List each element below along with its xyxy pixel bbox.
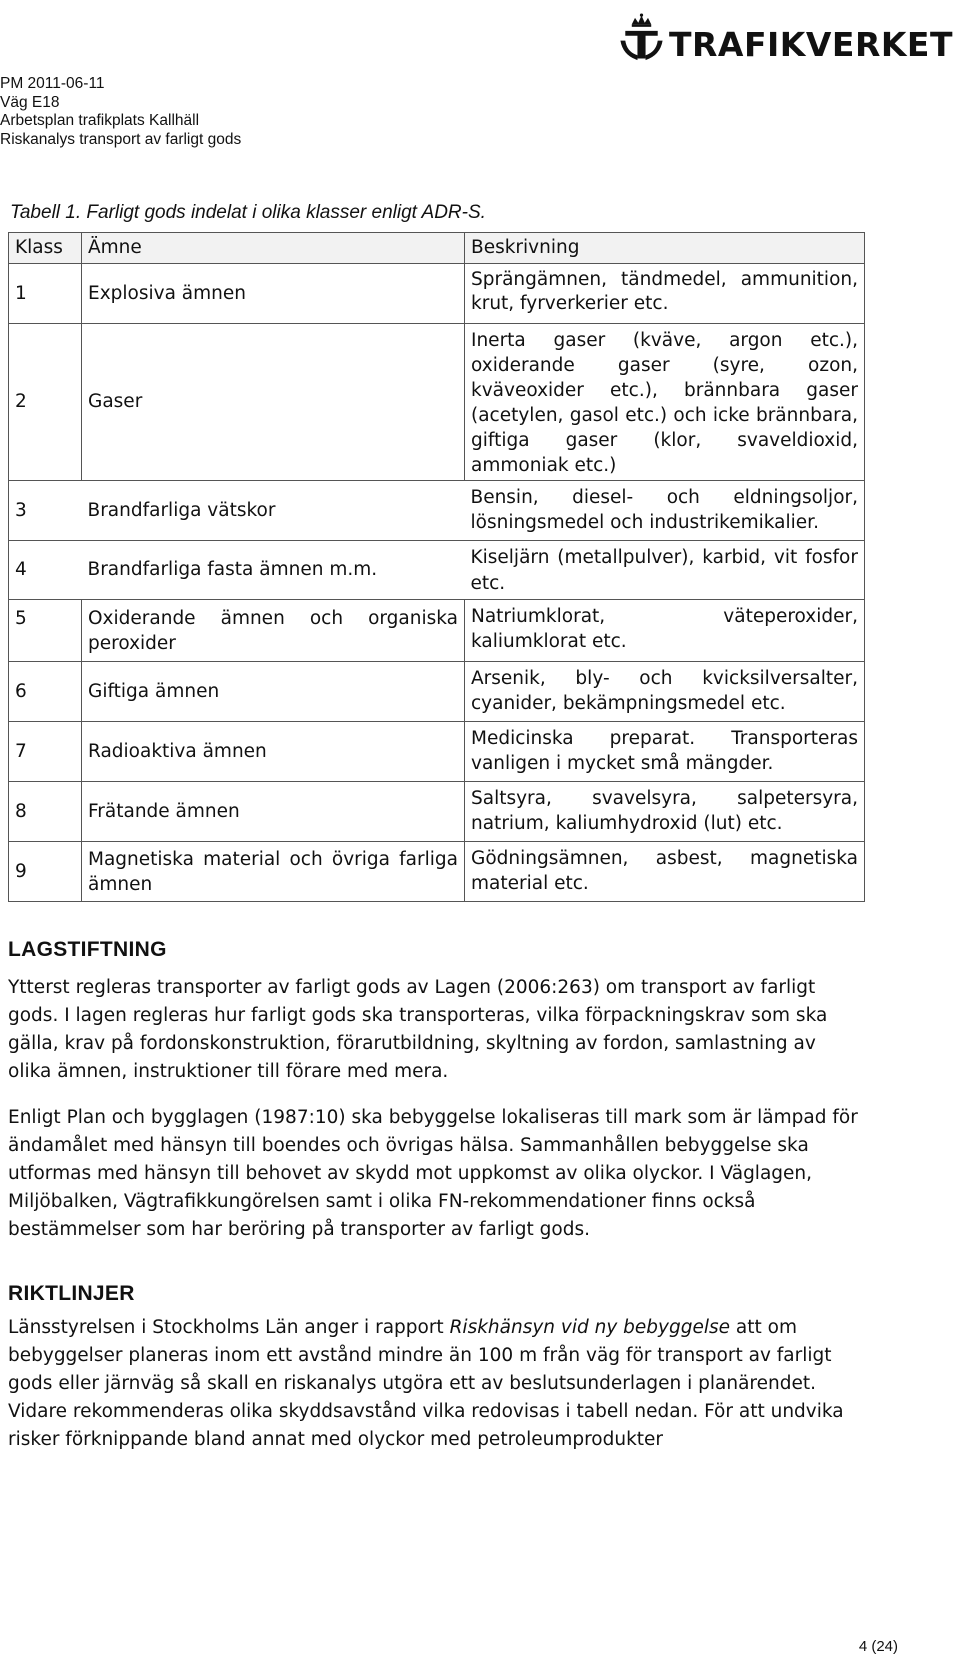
heading-lagstiftning: LAGSTIFTNING xyxy=(8,938,167,961)
paragraph-riktlinjer xyxy=(8,1314,858,1454)
table-row xyxy=(9,782,865,842)
cell-klass: 6 xyxy=(9,662,82,722)
cell-klass: 8 xyxy=(9,782,82,842)
cell-desc: Gödningsämnen, asbest, magnetiska material etc. xyxy=(465,842,865,902)
table-row xyxy=(9,842,865,902)
riktlinjer-text-start: Länsstyrelsen i Stockholms Län anger i rapport xyxy=(8,1317,450,1338)
cell-amne: Brandfarliga fasta ämnen m.m. xyxy=(82,541,465,600)
cell-amne: Frätande ämnen xyxy=(82,782,465,842)
report-title: Riskhänsyn vid ny bebyggelse xyxy=(449,1317,731,1338)
cell-amne: Oxiderande ämnen och organiska peroxider xyxy=(82,600,465,662)
cell-klass: 3 xyxy=(9,481,82,541)
header-subject: Riskanalys transport av farligt gods xyxy=(0,130,242,148)
table-row xyxy=(9,722,865,782)
cell-desc: Bensin, diesel- och eldningsoljor, lösningsmedel och industrikemikalier. xyxy=(465,481,865,541)
paragraph-lagstiftning-2: Enligt Plan och bygglagen (1987:10) ska bebyggelse lokaliseras till mark som är lämpad för ändamålet med hänsyn till boendes och övrigas hälsa. Sammanhållen bebyggelse ska utformas med hänsyn till behovet av skydd mot uppkomst av olika olyckor. I Väglagen, Miljöbalken, Vägtrafikkungörelsen samt i olika FN-rekommendationer finns också bestämmelser som har beröring på transporter av farligt gods. xyxy=(8,1107,858,1240)
cell-amne: Giftiga ämnen xyxy=(82,662,465,722)
cell-klass: 2 xyxy=(9,324,82,481)
cell-klass: 1 xyxy=(9,264,82,324)
adr-class-table xyxy=(8,232,865,902)
riktlinjer-text-end: att om bebyggelser planeras inom ett avstånd mindre än 100 m från väg för transport av farligt gods eller järnväg så skall en riskanalys utgöra ett av beslutsunderlagen i planärendet. Vidare rekommenderas olika skyddsavstånd vilka redovisas i tabell nedan. För att undvika risker förknippande bland annat med olyckor med petroleumprodukter xyxy=(8,1317,844,1450)
table-row xyxy=(9,264,865,324)
logo-wordmark: TRAFIKVERKET xyxy=(669,24,953,64)
cell-klass: 5 xyxy=(9,600,82,662)
header-project: Arbetsplan trafikplats Kallhäll xyxy=(0,112,200,129)
cell-amne: Explosiva ämnen xyxy=(82,264,465,324)
paragraph-lagstiftning-1: Ytterst regleras transporter av farligt gods av Lagen (2006:263) om transport av farligt gods. I lagen regleras hur farligt gods ska transporteras, vilka förpackningskrav som ska gälla, krav på fordonskonstruktion, förarutbildning, skyltning av fordon, samlastning av olika ämnen, instruktioner till förare med mera. xyxy=(8,977,828,1082)
cell-desc: Kiseljärn (metallpulver), karbid, vit fosfor etc. xyxy=(465,541,865,600)
heading-riktlinjer: RIKTLINJER xyxy=(8,1282,135,1305)
cell-desc: Inerta gaser (kväve, argon etc.), oxiderande gaser (syre, ozon, kväveoxider etc.), brännbara gaser (acetylen, gasol etc.) och icke brännbara, giftiga gaser (klor, svaveldioxid, ammoniak etc.) xyxy=(465,324,865,481)
cell-amne: Radioaktiva ämnen xyxy=(82,722,465,782)
table-row xyxy=(9,481,865,541)
cell-amne: Magnetiska material och övriga farliga ämnen xyxy=(82,842,465,902)
cell-desc: Arsenik, bly- och kvicksilversalter, cyanider, bekämpningsmedel etc. xyxy=(465,662,865,722)
table-row xyxy=(9,600,865,662)
table-row xyxy=(9,541,865,600)
section-riktlinjer xyxy=(8,1282,858,1454)
section-lagstiftning xyxy=(8,938,858,1244)
header-klass: Klass xyxy=(9,233,82,264)
cell-klass: 9 xyxy=(9,842,82,902)
table-header-row xyxy=(9,233,865,264)
cell-desc: Sprängämnen, tändmedel, ammunition, krut, fyrverkerier etc. xyxy=(465,264,865,324)
table-caption: Tabell 1. Farligt gods indelat i olika klasser enligt ADR-S. xyxy=(10,202,486,223)
table-row xyxy=(9,324,865,481)
cell-desc: Medicinska preparat. Transporteras vanligen i mycket små mängder. xyxy=(465,722,865,782)
header-road: Väg E18 xyxy=(0,93,60,111)
cell-klass: 7 xyxy=(9,722,82,782)
cell-amne: Gaser xyxy=(82,324,465,481)
table-row xyxy=(9,662,865,722)
header-amne: Ämne xyxy=(82,233,465,264)
document-header xyxy=(0,75,241,149)
cell-desc: Natriumklorat, väteperoxider, kaliumklorat etc. xyxy=(465,600,865,662)
page-number: 4 (24) xyxy=(858,1638,898,1655)
crown-icon xyxy=(618,7,665,71)
cell-klass: 4 xyxy=(9,541,82,600)
header-beskrivning: Beskrivning xyxy=(465,233,865,264)
cell-amne: Brandfarliga vätskor xyxy=(82,481,465,541)
cell-desc: Saltsyra, svavelsyra, salpetersyra, natrium, kaliumhydroxid (lut) etc. xyxy=(465,782,865,842)
trafikverket-logo xyxy=(618,4,953,74)
header-date: PM 2011-06-11 xyxy=(0,75,105,92)
